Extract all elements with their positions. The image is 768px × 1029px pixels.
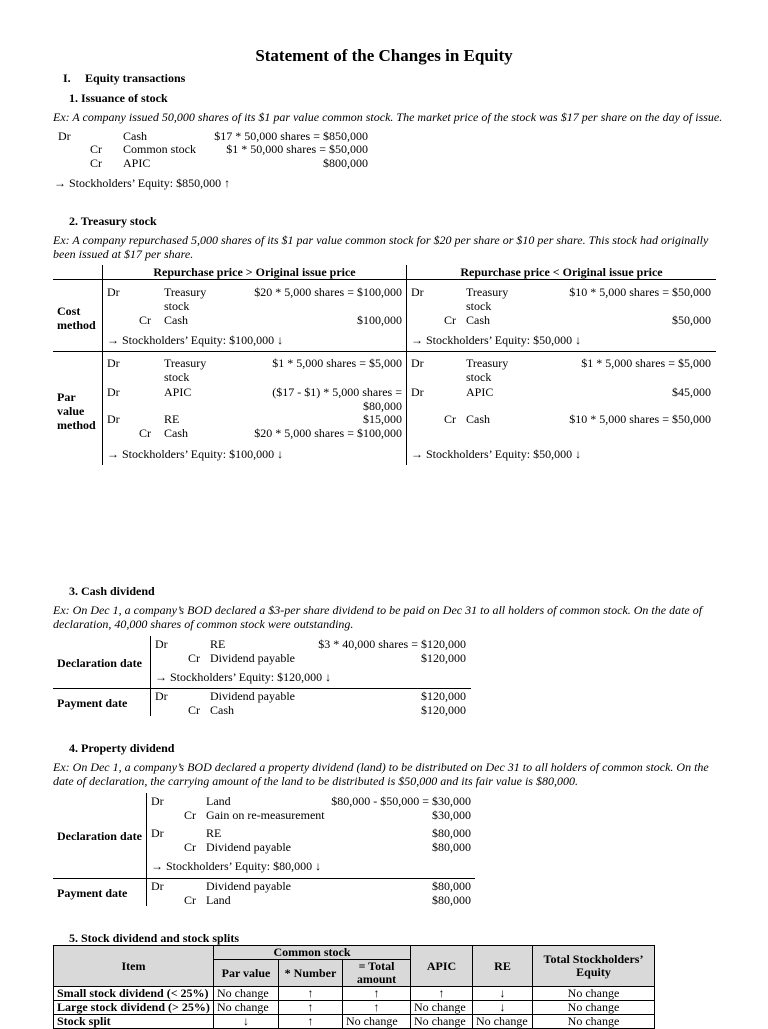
- header-item: Item: [54, 946, 214, 987]
- header-total-amount: = Total amount: [343, 960, 411, 987]
- cash-dividend-example: Ex: On Dec 1, a company’s BOD declared a $3-per share dividend to be paid on Dec 31 to all holders of common stock. On the date of declaration, 40,000 shares of common stock were outstanding.: [53, 603, 703, 631]
- journal-amount: $10 * 5,000 shares = $50,000: [569, 285, 711, 299]
- journal-account: Land: [206, 794, 231, 808]
- journal-account: Dividend payable: [206, 840, 291, 854]
- journal-drcr: Dr: [411, 285, 424, 299]
- journal-drcr: Dr: [107, 356, 120, 370]
- journal-account: Common stock: [123, 142, 197, 156]
- journal-amount: $80,000: [432, 879, 471, 893]
- row-item: Large stock dividend (> 25%): [54, 1001, 214, 1015]
- journal-amount: $10 * 5,000 shares = $50,000: [569, 412, 711, 426]
- journal-drcr: Dr: [107, 285, 120, 299]
- header-par-value: Par value: [214, 960, 279, 987]
- column-header: Repurchase price > Original issue price: [153, 265, 356, 279]
- journal-amount: $80,000: [432, 840, 471, 854]
- treasury-heading: 2. Treasury stock: [69, 214, 157, 228]
- row-item: Small stock dividend (< 25%): [54, 987, 214, 1001]
- journal-account: Cash: [164, 313, 188, 327]
- table-row: [54, 1001, 655, 1015]
- treasury-example: Ex: A company repurchased 5,000 shares of its $1 par value common stock for $20 per share or $10 per share. This stock had originally been issued at $17 per share.: [53, 233, 709, 261]
- journal-drcr: Cr: [139, 313, 151, 327]
- table-rule: [53, 351, 716, 352]
- row-item: Stock split: [54, 1015, 214, 1029]
- journal-amount: $120,000: [421, 651, 466, 665]
- journal-account: RE: [210, 637, 226, 651]
- journal-amount: $80,000: [432, 826, 471, 840]
- journal-amount: $15,000: [363, 412, 402, 426]
- row-total: ↑: [343, 1001, 411, 1015]
- row-number: ↑: [279, 1001, 343, 1015]
- journal-amount: $80,000 - $50,000 = $30,000: [331, 794, 471, 808]
- journal-amount: $1 * 5,000 shares = $5,000: [272, 356, 402, 370]
- property-dividend-example: Ex: On Dec 1, a company’s BOD declared a property dividend (land) to be distributed on Dec 31 to all holders of common stock. On the date of declaration, the carrying amount of the land to be distributed is $50,000 and its fair value is $80,000.: [53, 760, 709, 788]
- journal-account: Cash: [123, 129, 147, 143]
- table-rule: [406, 265, 407, 465]
- journal-amount: $20 * 5,000 shares = $100,000: [254, 285, 402, 299]
- equity-effect: → Stockholders’ Equity: $50,000 ↓: [411, 447, 582, 461]
- header-common-stock: Common stock: [214, 946, 411, 960]
- equity-effect: → Stockholders’ Equity: $850,000 ↑: [54, 176, 231, 190]
- equity-effect: → Stockholders’ Equity: $50,000 ↓: [411, 333, 582, 347]
- stock-dividend-table: [53, 945, 655, 1029]
- journal-drcr: Dr: [155, 637, 168, 651]
- row-equity: No change: [533, 1001, 655, 1015]
- journal-account: Dividend payable: [206, 879, 291, 893]
- journal-account: RE: [164, 412, 180, 426]
- journal-drcr: Dr: [411, 356, 424, 370]
- journal-account: Cash: [164, 426, 188, 440]
- page-title: Statement of the Changes in Equity: [255, 46, 513, 65]
- journal-drcr: Dr: [107, 385, 120, 399]
- journal-amount: $45,000: [672, 385, 711, 399]
- header-re: RE: [473, 946, 533, 987]
- header-total-equity: Total Stockholders’ Equity: [533, 946, 655, 987]
- journal-drcr: Cr: [139, 426, 151, 440]
- journal-account: RE: [206, 826, 222, 840]
- par-method-label: Par value method: [57, 390, 96, 432]
- journal-drcr: Dr: [155, 689, 168, 703]
- journal-account: Treasury stock: [466, 285, 509, 313]
- row-par: No change: [214, 987, 279, 1001]
- journal-account: Dividend payable: [210, 689, 295, 703]
- row-equity: No change: [533, 1015, 655, 1029]
- header-apic: APIC: [411, 946, 473, 987]
- row-equity: No change: [533, 987, 655, 1001]
- journal-drcr: Cr: [444, 313, 456, 327]
- payment-date-label: Payment date: [57, 696, 128, 710]
- cash-dividend-heading: 3. Cash dividend: [69, 584, 155, 598]
- journal-amount: $1 * 50,000 shares = $50,000: [226, 142, 368, 156]
- journal-amount: $100,000: [357, 313, 402, 327]
- journal-account: Treasury stock: [164, 285, 207, 313]
- table-row: [54, 987, 655, 1001]
- journal-account: APIC: [466, 385, 494, 399]
- row-par: ↓: [214, 1015, 279, 1029]
- journal-account: APIC: [123, 156, 151, 170]
- row-number: ↑: [279, 1015, 343, 1029]
- journal-amount: $17 * 50,000 shares = $850,000: [214, 129, 368, 143]
- row-re: ↓: [473, 987, 533, 1001]
- cost-method-label: Cost method: [57, 304, 96, 332]
- journal-account: Treasury stock: [466, 356, 509, 384]
- journal-drcr: Cr: [188, 651, 200, 665]
- row-apic: No change: [411, 1001, 473, 1015]
- journal-drcr: Dr: [151, 794, 164, 808]
- journal-account: Dividend payable: [210, 651, 295, 665]
- journal-drcr: Dr: [151, 879, 164, 893]
- row-apic: ↑: [411, 987, 473, 1001]
- row-total: No change: [343, 1015, 411, 1029]
- issuance-example: Ex: A company issued 50,000 shares of its $1 par value common stock. The market price of the stock was $17 per share on the day of issue.: [53, 110, 723, 124]
- table-rule: [150, 636, 151, 716]
- journal-drcr: Dr: [151, 826, 164, 840]
- journal-drcr: Cr: [184, 893, 196, 907]
- journal-drcr: Cr: [90, 156, 102, 170]
- journal-drcr: Cr: [444, 412, 456, 426]
- declaration-date-label: Declaration date: [57, 656, 142, 670]
- journal-drcr: Dr: [58, 129, 71, 143]
- row-re: ↓: [473, 1001, 533, 1015]
- journal-amount: $30,000: [432, 808, 471, 822]
- table-rule: [53, 279, 716, 280]
- journal-drcr: Cr: [184, 808, 196, 822]
- journal-account: Land: [206, 893, 231, 907]
- journal-amount: $800,000: [323, 156, 368, 170]
- journal-account: Cash: [466, 313, 490, 327]
- section-heading: Equity transactions: [85, 71, 186, 85]
- journal-amount: $120,000: [421, 689, 466, 703]
- journal-amount: $80,000: [432, 893, 471, 907]
- journal-account: Treasury stock: [164, 356, 207, 384]
- equity-effect: → Stockholders’ Equity: $100,000 ↓: [107, 447, 284, 461]
- journal-drcr: Cr: [184, 840, 196, 854]
- journal-amount: ($17 - $1) * 5,000 shares = $80,000: [272, 385, 402, 413]
- section-number: I.: [63, 71, 71, 85]
- journal-amount: $3 * 40,000 shares = $120,000: [318, 637, 466, 651]
- journal-drcr: Dr: [107, 412, 120, 426]
- row-number: ↑: [279, 987, 343, 1001]
- journal-account: APIC: [164, 385, 192, 399]
- journal-account: Cash: [210, 703, 234, 717]
- row-total: ↑: [343, 987, 411, 1001]
- declaration-date-label: Declaration date: [57, 829, 142, 843]
- header-number: * Number: [279, 960, 343, 987]
- journal-account: Gain on re-measurement: [206, 808, 325, 822]
- equity-effect: → Stockholders’ Equity: $100,000 ↓: [107, 333, 284, 347]
- journal-drcr: Cr: [188, 703, 200, 717]
- equity-effect: → Stockholders’ Equity: $80,000 ↓: [151, 859, 322, 873]
- journal-amount: $120,000: [421, 703, 466, 717]
- journal-amount: $1 * 5,000 shares = $5,000: [581, 356, 711, 370]
- journal-drcr: Dr: [411, 385, 424, 399]
- row-apic: No change: [411, 1015, 473, 1029]
- property-dividend-heading: 4. Property dividend: [69, 741, 175, 755]
- journal-drcr: Cr: [90, 142, 102, 156]
- column-header: Repurchase price < Original issue price: [460, 265, 663, 279]
- payment-date-label: Payment date: [57, 886, 128, 900]
- table-rule: [146, 793, 147, 906]
- equity-effect: → Stockholders’ Equity: $120,000 ↓: [155, 670, 332, 684]
- row-re: No change: [473, 1015, 533, 1029]
- table-row: [54, 1015, 655, 1029]
- issuance-heading: 1. Issuance of stock: [69, 91, 168, 105]
- journal-amount: $50,000: [672, 313, 711, 327]
- journal-amount: $20 * 5,000 shares = $100,000: [254, 426, 402, 440]
- row-par: No change: [214, 1001, 279, 1015]
- journal-account: Cash: [466, 412, 490, 426]
- table-rule: [102, 265, 103, 465]
- stock-dividend-heading: 5. Stock dividend and stock splits: [69, 931, 240, 945]
